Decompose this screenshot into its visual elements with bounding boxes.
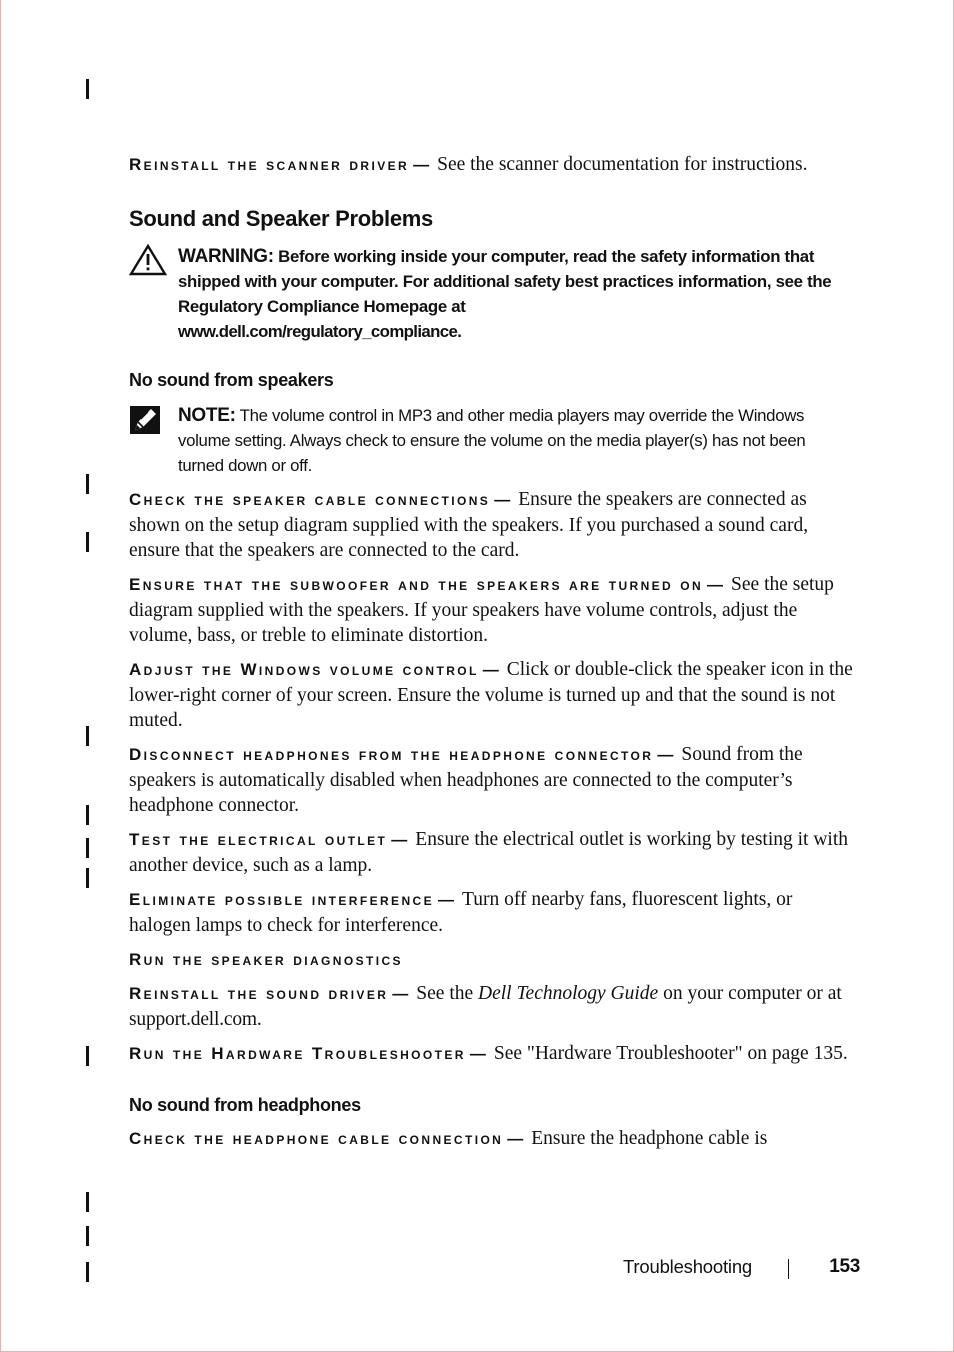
entry-body: Ensure the speakers are connected as shown on the setup diagram supplied with the speakers. If you purchased a sound card, ensure that the speakers are connected to the card.: [129, 489, 809, 561]
change-bar: [86, 1046, 89, 1066]
change-bar: [86, 726, 89, 746]
entry-body: Ensure the electrical outlet is working by testing it with another device, such as a lamp.: [129, 829, 848, 876]
entry-body: Ensure the headphone cable is: [531, 1128, 768, 1149]
em-dash: —: [413, 157, 430, 174]
em-dash: —: [482, 662, 499, 679]
entry-body: Turn off nearby fans, fluorescent lights, or halogen lamps to check for interference.: [129, 889, 793, 936]
entry-lead: Eliminate possible interference: [129, 890, 434, 909]
warning-end: .: [457, 322, 462, 341]
entry-headphone-cable: [129, 1126, 854, 1152]
entry-hardware-troubleshooter: [129, 1041, 854, 1067]
note-body: The volume control in MP3 and other media players may override the Windows volume setting. Always check to ensure the volume on the media player(s) has not been turned down or off.: [178, 406, 806, 475]
em-dash: —: [494, 492, 511, 509]
entry-body: See "Hardware Troubleshooter" on page 135.: [493, 1043, 848, 1064]
em-dash: —: [707, 577, 724, 594]
entry-lead: Adjust the Windows volume control: [129, 660, 479, 679]
em-dash: —: [657, 747, 674, 764]
entry-subwoofer: [129, 572, 854, 648]
footer-section: Troubleshooting: [623, 1256, 752, 1277]
change-bar: [86, 1226, 89, 1246]
entry-windows-volume: [129, 657, 854, 733]
entry-lead: Check the headphone cable connection: [129, 1129, 504, 1148]
page-number: 153: [829, 1256, 860, 1277]
entry-lead: Disconnect headphones from the headphone connector: [129, 745, 654, 764]
entry-lead: Check the speaker cable connections: [129, 490, 491, 509]
entry-lead: Reinstall the scanner driver: [129, 155, 410, 174]
change-bar: [86, 1192, 89, 1212]
support-link[interactable]: support.dell.com: [129, 1009, 257, 1030]
entry-body: Sound from the speakers is automatically disabled when headphones are connected to the computer’s headphone connector.: [129, 744, 803, 816]
change-bar: [86, 79, 89, 99]
entry-body: See the setup diagram supplied with the speakers. If your speakers have volume controls, adjust the volume, bass, or treble to eliminate distortion.: [129, 574, 834, 646]
section-title: Sound and Speaker Problems: [129, 206, 433, 231]
page-edge-left: [0, 0, 1, 1352]
note-label: NOTE:: [178, 405, 236, 426]
em-dash: —: [391, 832, 408, 849]
entry-end: .: [256, 1009, 262, 1030]
change-bar: [86, 532, 89, 552]
change-bar: [86, 868, 89, 888]
guide-title: Dell Technology Guide: [478, 983, 659, 1004]
entry-lead: Run the speaker diagnostics: [129, 950, 403, 969]
change-bar: [86, 1262, 89, 1282]
note-text: [178, 403, 854, 478]
entry-sound-driver: [129, 981, 854, 1032]
regulatory-compliance-link[interactable]: www.dell.com/regulatory_compliance: [178, 322, 458, 341]
em-dash: —: [507, 1131, 524, 1148]
entry-headphones-disconnect: [129, 742, 854, 818]
change-bar: [86, 838, 89, 858]
entry-body: Click or double-click the speaker icon in the lower-right corner of your screen. Ensure the volume is turned up and that the sound is not muted.: [129, 659, 853, 731]
note-pencil-icon: [129, 405, 161, 440]
warning-body: Before working inside your computer, read the safety information that shipped with your computer. For additional safety best practices information, see the Regulatory Compliance Homepage at: [178, 247, 832, 316]
warning-callout: [129, 244, 854, 344]
entry-speaker-cables: [129, 487, 854, 563]
warning-text: [178, 244, 854, 344]
page-content: [129, 152, 854, 1152]
page-footer: [560, 1256, 860, 1282]
entry-body: on your computer or at: [663, 983, 842, 1004]
entry-electrical-outlet: [129, 827, 854, 878]
subsection-title-headphones: No sound from headphones: [129, 1095, 361, 1115]
change-bar: [86, 474, 89, 494]
note-callout: [129, 403, 854, 478]
entry-body: See the: [416, 983, 474, 1004]
entry-interference: [129, 887, 854, 938]
em-dash: —: [392, 986, 409, 1003]
footer-separator: [788, 1259, 789, 1279]
entry-lead: Ensure that the subwoofer and the speakers are turned on: [129, 575, 704, 594]
entry-body: See the scanner documentation for instructions.: [437, 154, 808, 175]
entry-speaker-diagnostics: [129, 947, 854, 972]
entry-lead: Test the electrical outlet: [129, 830, 388, 849]
entry-lead: Reinstall the sound driver: [129, 984, 389, 1003]
warning-label: WARNING:: [178, 246, 274, 267]
subsection-title-speakers: No sound from speakers: [129, 370, 334, 390]
em-dash: —: [437, 892, 454, 909]
entry-lead: Run the Hardware Troubleshooter: [129, 1044, 466, 1063]
em-dash: —: [469, 1046, 486, 1063]
change-bar: [86, 805, 89, 825]
warning-triangle-icon: [129, 244, 167, 281]
intro-entry: [129, 152, 854, 178]
